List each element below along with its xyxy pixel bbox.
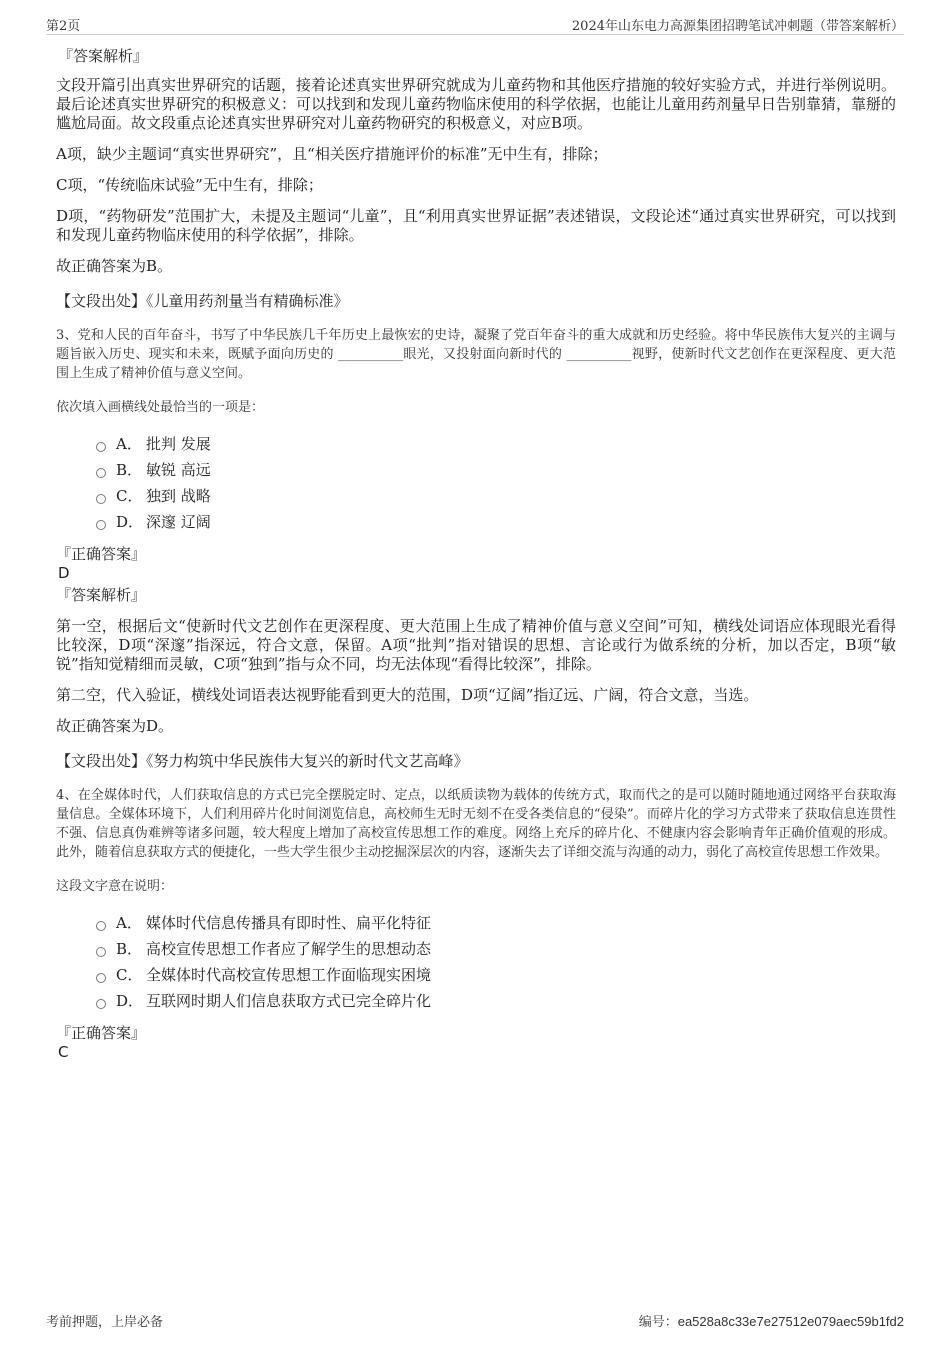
option-key: A． (116, 914, 142, 932)
radio-icon[interactable] (96, 468, 106, 478)
q2-analysis-paragraph: 故正确答案为B。 (56, 257, 173, 275)
page-content (56, 46, 896, 1062)
q4-option-c[interactable] (96, 962, 896, 988)
option-text: 互联网时期人们信息获取方式已完全碎片化 (146, 992, 432, 1010)
footer-code (639, 1311, 904, 1330)
option-text: 媒体时代信息传播具有即时性、扁平化特征 (146, 914, 432, 932)
q4-options (96, 910, 896, 1014)
q2-analysis-label: 『答案解析』 (58, 47, 149, 65)
page-number: 第2页 (46, 19, 81, 34)
q3-option-b[interactable] (96, 457, 896, 483)
footer-slogan: 考前押题，上岸必备 (46, 1315, 164, 1330)
q2-source: 【文段出处】《儿童用药剂量当有精确标准》 (56, 292, 349, 310)
q3-analysis-label: 『答案解析』 (56, 586, 147, 604)
radio-icon[interactable] (96, 520, 106, 530)
q4-answer-label: 『正确答案』 (56, 1024, 147, 1042)
q4-stem: 4、在全媒体时代，人们获取信息的方式已完全摆脱定时、定点，以纸质读物为载体的传统方式，取而代之的是可以随时随地通过网络平台获取海量信息。全媒体环境下，人们利用碎片化时间浏览信息，高校师生无时无刻不在受各类信息的“侵染”。而碎片化的学习方式带来了获取信息连贯性不强、信息真伪难辨等诸多问题，较大程度上增加了高校宣传思想工作的难度。网络上充斥的碎片化、不健康内容会影响青年正确价值观的形成。此外，随着信息获取方式的便捷化，一些大学生很少主动挖掘深层次的内容，逐渐失去了详细交流与沟通的动力，弱化了高校宣传思想工作效果。 (56, 788, 896, 860)
radio-icon[interactable] (96, 973, 106, 983)
option-key: D． (116, 992, 144, 1010)
radio-icon[interactable] (96, 947, 106, 957)
option-key: C． (116, 966, 143, 984)
option-text: 批判 发展 (146, 435, 211, 453)
option-text: 高校宣传思想工作者应了解学生的思想动态 (146, 940, 432, 958)
q3-analysis-paragraph: 故正确答案为D。 (56, 717, 174, 735)
q3-prompt: 依次填入画横线处最恰当的一项是： (56, 400, 265, 415)
option-key: B． (116, 940, 143, 958)
q4-option-b[interactable] (96, 936, 896, 962)
option-key: C． (116, 487, 143, 505)
q4-prompt: 这段文字意在说明： (56, 879, 174, 894)
q3-stem-part2: 眼光，又投射面向新时代的 (403, 347, 567, 362)
q3-stem (56, 326, 896, 383)
option-key: D． (116, 513, 144, 531)
q3-stem-part1: 3、党和人民的百年奋斗，书写了中华民族几千年历史上最恢宏的史诗，凝聚了党百年奋斗的重大成就和历史经验。将中华民族伟大复兴的主调与题旨嵌入历史、现实和未来，既赋予面向历史的 (56, 328, 896, 362)
q3-analysis-paragraph: 第二空，代入验证，横线处词语表达视野能看到更大的范围，D项“辽阔”指辽远、广阔，符合文意，当选。 (56, 686, 759, 704)
radio-icon[interactable] (96, 999, 106, 1009)
q3-answer: D (58, 564, 70, 582)
radio-icon[interactable] (96, 921, 106, 931)
q2-analysis-paragraph: A项，缺少主题词“真实世界研究”，且“相关医疗措施评价的标准”无中生有，排除； (56, 145, 608, 163)
footer-code-label: 编号： (638, 1315, 678, 1330)
option-text: 全媒体时代高校宣传思想工作面临现实困境 (146, 966, 432, 984)
q4-option-d[interactable] (96, 988, 896, 1014)
q3-answer-label: 『正确答案』 (56, 545, 147, 563)
option-key: B． (116, 461, 143, 479)
footer-code-value: ea528a8c33e7e27512e079aec59b1fd2 (677, 1314, 904, 1329)
q4-option-a[interactable] (96, 910, 896, 936)
q3-stem-part3: 视野，使新时代文艺创作在更深程度、更大范围上生成了精神价值与意义空间。 (56, 347, 896, 381)
q3-option-d[interactable] (96, 509, 896, 535)
q3-blank-2: __________ (566, 347, 632, 362)
q3-analysis-paragraph: 第一空，根据后文“使新时代文艺创作在更深程度、更大范围上生成了精神价值与意义空间”可知，横线处词语应体现眼光看得比较深，D项“深邃”指深远，符合文意，保留。A项“批判”指对错误的思想、言论或行为做系统的分析，加以否定，B项“敏锐”指知觉精细而灵敏，C项“独到”指与众不同，均无法体现“看得比较深”，排除。 (56, 617, 896, 673)
q3-options (96, 431, 896, 535)
radio-icon[interactable] (96, 494, 106, 504)
option-text: 敏锐 高远 (146, 461, 211, 479)
option-text: 深邃 辽阔 (146, 513, 211, 531)
document-title: 2024年山东电力高源集团招聘笔试冲刺题（带答案解析） (571, 19, 904, 34)
q3-blank-1: __________ (338, 347, 404, 362)
q3-source: 【文段出处】《努力构筑中华民族伟大复兴的新时代文艺高峰》 (56, 752, 469, 770)
option-text: 独到 战略 (146, 487, 211, 505)
q3-option-c[interactable] (96, 483, 896, 509)
q2-analysis-paragraph: D项，“药物研发”范围扩大，未提及主题词“儿童”，且“利用真实世界证据”表述错误，文段论述“通过真实世界研究，可以找到和发现儿童药物临床使用的科学依据”，排除。 (56, 207, 896, 244)
q3-option-a[interactable] (96, 431, 896, 457)
q4-answer: C (58, 1043, 69, 1061)
radio-icon[interactable] (96, 442, 106, 452)
q2-analysis-paragraph: 文段开篇引出真实世界研究的话题，接着论述真实世界研究就成为儿童药物和其他医疗措施的较好实验方式，并进行举例说明。最后论述真实世界研究的积极意义：可以找到和发现儿童药物临床使用的科学依据，也能让儿童用药剂量早日告别靠猜，靠掰的尴尬局面。故文段重点论述真实世界研究对儿童药物研究的积极意义，对应B项。 (56, 76, 897, 132)
q2-analysis-paragraph: C项，“传统临床试验”无中生有，排除； (56, 176, 323, 194)
page-header (46, 14, 904, 35)
option-key: A． (116, 435, 142, 453)
